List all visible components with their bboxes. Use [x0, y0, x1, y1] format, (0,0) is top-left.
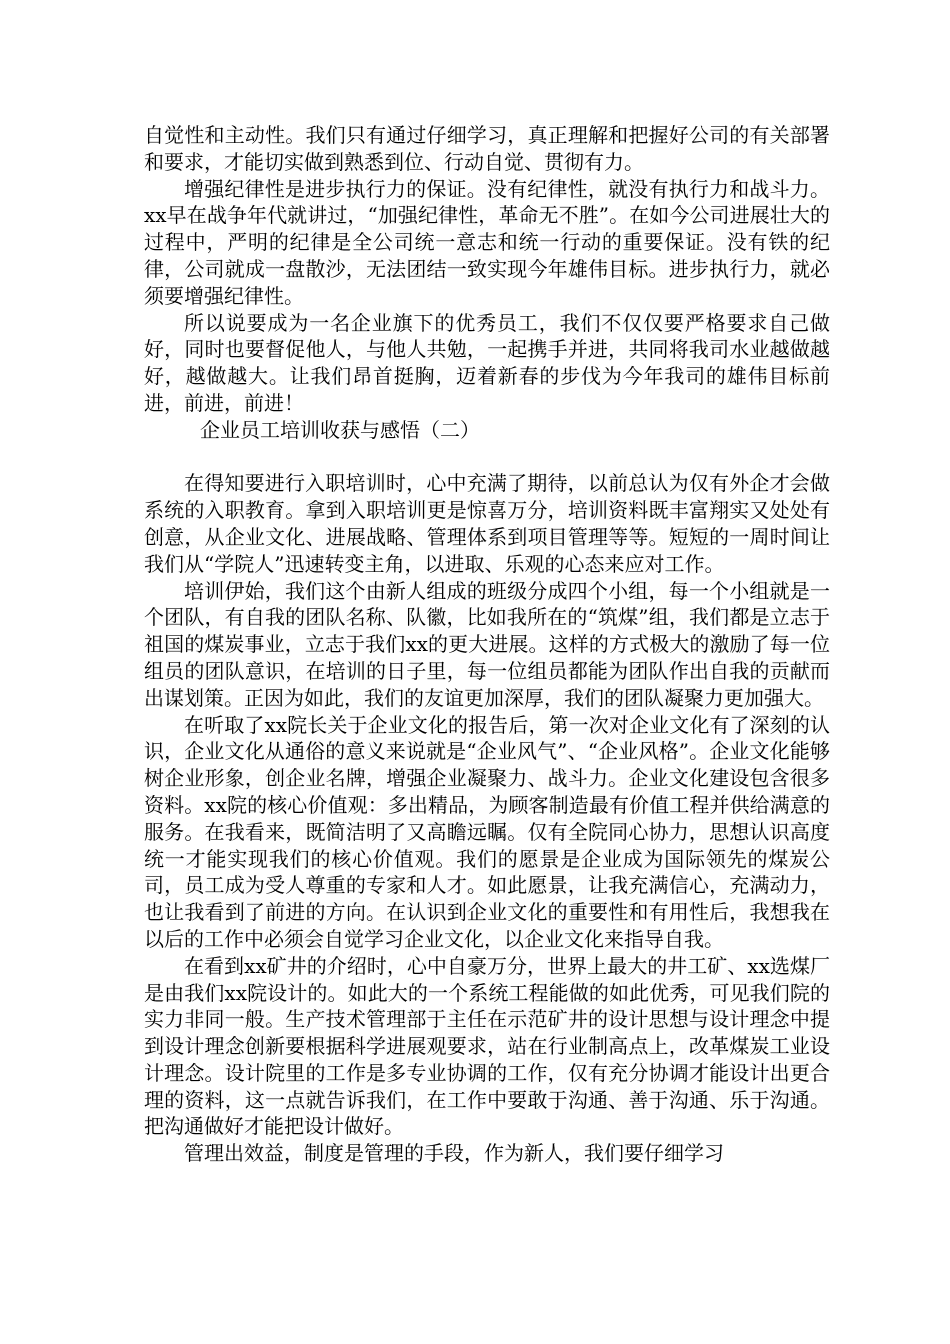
- paragraph-discipline: 增强纪律性是进步执行力的保证。没有纪律性，就没有执行力和战斗力。xx早在战争年代就讲过，“加强纪律性，革命无不胜”。在如今公司进展壮大的过程中，严明的纪律是全公司统一意志和统一行动的重要保证。没有铁的纪律，公司就成一盘散沙，无法团结一致实现今年雄伟目标。进步执行力，就必须要增强纪律性。: [144, 176, 830, 308]
- paragraph-team: 培训伊始，我们这个由新人组成的班级分成四个小组，每一个小组就是一个团队，有自我的团队名称、队徽，比如我所在的“筑煤”组，我们都是立志于祖国的煤炭事业，立志于我们xx的更大进展。这样的方式极大的激励了每一位组员的团队意识，在培训的日子里，每一位组员都能为团队作出自我的贡献而出谋划策。正因为如此，我们的友谊更加深厚，我们的团队凝聚力更加强大。: [144, 578, 830, 710]
- paragraph-management: 管理出效益，制度是管理的手段，作为新人，我们要仔细学习: [184, 1141, 724, 1166]
- paragraph-culture: 在听取了xx院长关于企业文化的报告后，第一次对企业文化有了深刻的认识，企业文化从通俗的意义来说就是“企业风气”、“企业风格”。企业文化能够树企业形象，创企业名牌，增强企业凝聚力、战斗力。企业文化建设包含很多资料。xx院的核心价值观：多出精品，为顾客制造最有价值工程并供给满意的服务。在我看来，既简洁明了又高瞻远瞩。仅有全院同心协力，思想认识高度统一才能实现我们的核心价值观。我们的愿景是企业成为国际领先的煤炭公司，员工成为受人尊重的专家和人才。如此愿景，让我充满信心，充满动力，也让我看到了前进的方向。在认识到企业文化的重要性和有用性后，我想我在以后的工作中必须会自觉学习企业文化，以企业文化来指导自我。: [144, 712, 830, 951]
- paragraph-onboarding: 在得知要进行入职培训时，心中充满了期待，以前总认为仅有外企才会做系统的入职教育。拿到入职培训更是惊喜万分，培训资料既丰富翔实又处处有创意，从企业文化、进展战略、管理体系到项目管理等等。短短的一周时间让我们从“学院人”迅速转变主角，以进取、乐观的心态来应对工作。: [144, 471, 830, 576]
- paragraph-conclusion: 所以说要成为一名企业旗下的优秀员工，我们不仅仅要严格要求自己做好，同时也要督促他人，与他人共勉，一起携手并进，共同将我司水业越做越好，越做越大。让我们昂首挺胸，迈着新春的步伐为今年我司的雄伟目标前进，前进，前进！: [144, 310, 830, 415]
- paragraph-continuation: 自觉性和主动性。我们只有通过仔细学习，真正理解和把握好公司的有关部署和要求，才能切实做到熟悉到位、行动自觉、贯彻有力。: [144, 123, 830, 174]
- document-body: [144, 122, 830, 1167]
- section-heading: 企业员工培训收获与感悟（二）: [200, 417, 480, 442]
- blank-line: [144, 444, 830, 471]
- paragraph-mine: 在看到xx矿井的介绍时，心中自豪万分，世界上最大的井工矿、xx选煤厂是由我们xx院设计的。如此大的一个系统工程能做的如此优秀，可见我们院的实力非同一般。生产技术管理部于主任在示范矿井的设计思想与设计理念中提到设计理念创新要根据科学进展观要求，站在行业制高点上，改革煤炭工业设计理念。设计院里的工作是多专业协调的工作，仅有充分协调才能设计出更合理的资料，这一点就告诉我们，在工作中要敢于沟通、善于沟通、乐于沟通。把沟通做好才能把设计做好。: [144, 953, 830, 1139]
